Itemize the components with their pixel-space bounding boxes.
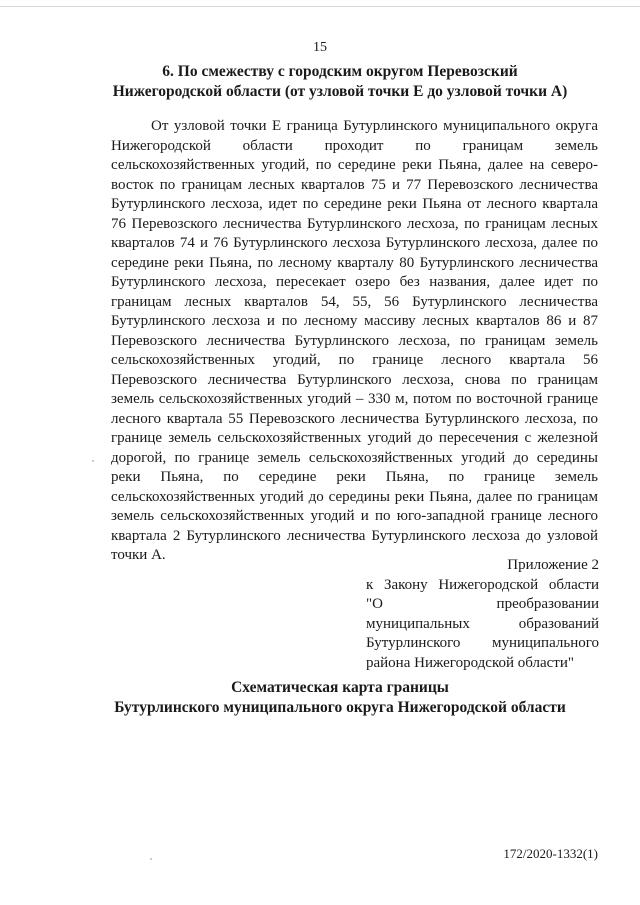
paragraph-line: сельскохозяйственных угодий, по границе лесного квартала 56 [111,352,598,368]
paragraph-line: кварталов 74 и 76 Бутурлинского лесхоза Бутурлинского лесхоза, далее по [111,235,598,251]
paragraph-line: сельскохозяйственных угодий, по середине реки Пьяна, далее на северо- [111,157,598,173]
paragraph-line: лесного квартала 55 Перевозского лесничества Бутурлинского лесхоза, по [111,410,598,427]
section-heading-line-1: 6. По смежеству с городским округом Перевозский [162,63,518,80]
scan-speck [150,858,152,860]
paragraph-line: границам лесных кварталов 54, 55, 56 Бутурлинского лесничества [111,293,598,310]
top-scan-rule [0,6,640,7]
paragraph-line: Перевозского лесничества Бутурлинского лесхоза, снова по границам [111,371,598,388]
scan-speck [92,460,94,462]
appendix-title: Приложение 2 [507,557,599,573]
paragraph-line: середине реки Пьяна, по лесному кварталу 80 Бутурлинского лесничества [111,254,598,271]
paragraph-line: квартала 2 Бутурлинского лесничества Бутурлинского лесхоза до узловой [111,527,598,544]
boundary-description-paragraph [111,117,598,566]
paragraph-line: восток по границам лесных кварталов 75 и 77 Перевозского лесничества [111,176,598,193]
map-heading [100,678,580,718]
paragraph-line: земель сельскохозяйственных угодий и по юго-западной границе лесного [111,508,598,524]
map-heading-line-2: Бутурлинского муниципального округа Нижегородской области [114,699,566,716]
paragraph-line: сельскохозяйственных угодий до середины реки Пьяна, далее по границам [111,488,598,505]
appendix-line: района Нижегородской области" [366,654,575,671]
paragraph-line: границе земель сельскохозяйственных угодий до пересечения с железной [111,430,598,446]
paragraph-line: Бутурлинского лесхоза, пересекает озеро без названия, далее идет по [111,274,598,290]
paragraph-line: Нижегородской области проходит по границам земель [111,137,598,154]
section-heading-line-2: Нижегородской области (от узловой точки Е до узловой точки А) [112,83,568,100]
appendix-line: к Закону Нижегородской области [366,576,599,593]
paragraph-line: 76 Перевозского лесничества Бутурлинского лесхоза, по границам лесных [111,215,598,232]
paragraph-line: От узловой точки Е граница Бутурлинского муниципального округа [151,118,598,134]
document-code: 172/2020-1332(1) [503,846,598,861]
appendix-line: муниципальных образований [366,615,599,632]
paragraph-line: реки Пьяна, по середине реки Пьяна, по границе земель [111,469,598,485]
paragraph-line: Перевозского лесничества Бутурлинского лесхоза, по границам земель [111,332,598,349]
map-heading-line-1: Схематическая карта границы [231,679,449,696]
paragraph-line: дорогой, по границе земель сельскохозяйственных угодий до середины [111,449,598,466]
appendix-reference [366,556,599,673]
section-heading [100,62,580,102]
paragraph-line: земель сельскохозяйственных угодий – 330 м, потом по восточной границе [111,391,598,407]
paragraph-line: Бутурлинского лесхоза, идет по середине реки Пьяна от лесного квартала [111,196,598,212]
paragraph-line: Бутурлинского лесхоза и по лесному массиву лесных кварталов 86 и 87 [111,313,598,329]
paragraph-line: точки А. [111,547,166,563]
appendix-line: Бутурлинского муниципального [366,635,599,651]
appendix-line: "О преобразовании [366,596,599,612]
page-number: 15 [313,40,327,55]
